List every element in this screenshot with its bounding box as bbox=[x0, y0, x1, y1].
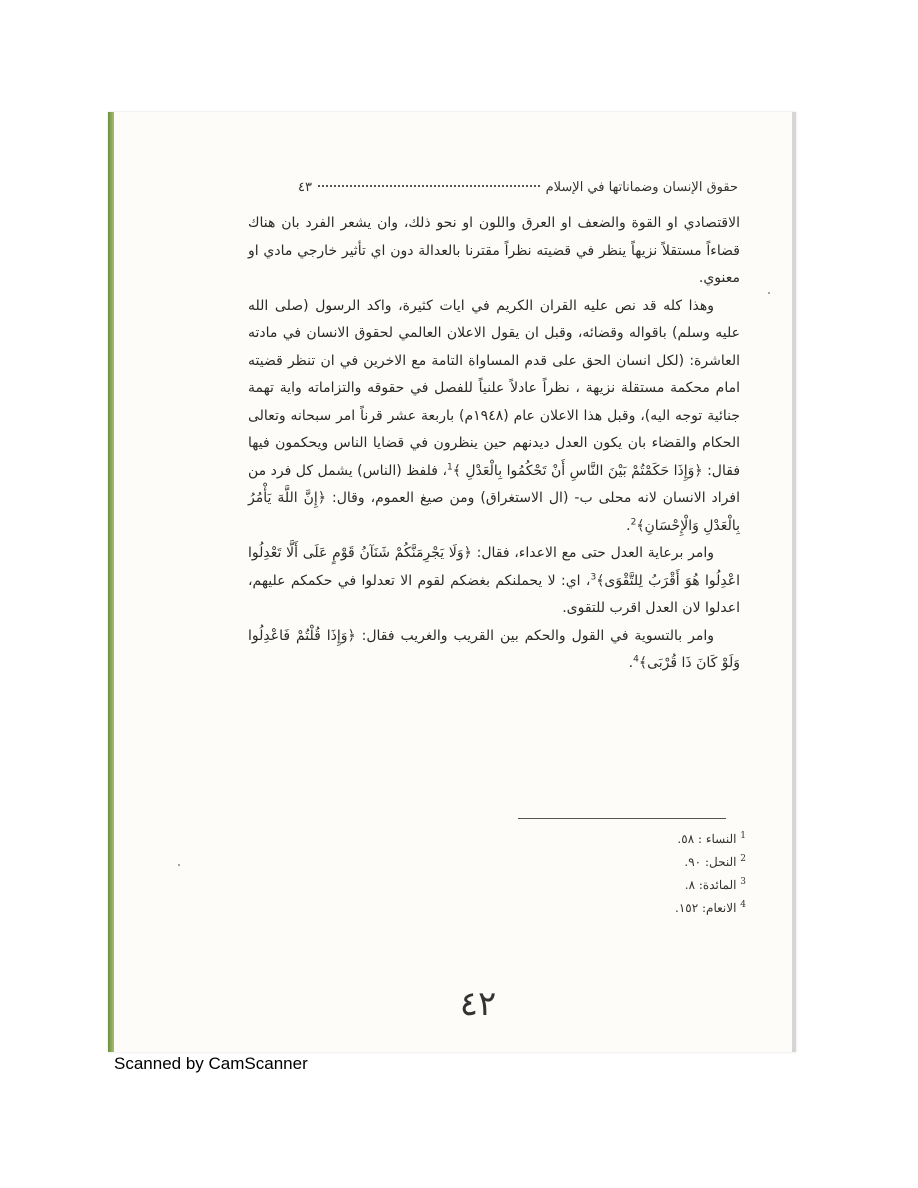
dot-leader bbox=[318, 185, 540, 187]
paragraph-text: . bbox=[626, 517, 631, 534]
scanned-page bbox=[108, 112, 796, 1052]
footnote-separator bbox=[518, 818, 726, 819]
running-title: حقوق الإنسان وضماناتها في الإسلام bbox=[545, 180, 738, 195]
footnote-text: النساء : ٥٨. bbox=[677, 832, 737, 846]
paragraph-text: ، فلفظ (الناس) يشمل كل فرد من افراد الانسان لانه محلى ب- (ال الاستغراق) ومن صيغ العموم، وقال: ﴿إِنَّ اللَّهَ يَأْمُرُ بِالْعَدْلِ وَالْإِحْسَانِ﴾ bbox=[248, 462, 740, 534]
paragraph bbox=[248, 623, 740, 678]
scan-speck bbox=[768, 292, 770, 294]
running-header bbox=[298, 180, 738, 202]
footnote-number: 2 bbox=[740, 854, 746, 864]
footnote-ref: 1 bbox=[446, 461, 453, 472]
footnote-item bbox=[538, 826, 746, 849]
paragraph-text: الاقتصادي او القوة والضعف او العرق واللون او نحو ذلك، وان يشعر الفرد بان هناك قضاءاً مستقلاً نزيهاً ينظر في قضيته نظراً مقترنا بالعدالة دون اي تأثير خارجي مادي او معنوي. bbox=[248, 215, 740, 286]
paragraph-text: وامر برعاية العدل حتى مع الاعداء، فقال: ﴿وَلَا يَجْرِمَنَّكُمْ شَنَآنُ قَوْمٍ عَلَى أَلَّا تَعْدِلُوا اعْدِلُوا هُوَ أَقْرَبُ لِلتَّقْوَى﴾ bbox=[248, 545, 740, 589]
body-text bbox=[248, 210, 740, 678]
paragraph bbox=[248, 293, 740, 541]
page-number: ٤٣ bbox=[298, 180, 312, 195]
paragraph-text: وهذا كله قد نص عليه القران الكريم في ايات كثيرة، واكد الرسول (صلى الله عليه وسلم) باقواله وقضائه، وقبل ان يقول الاعلان العالمي لحقوق الانسان في مادته العاشرة: (لكل انسان الحق على قدم المساواة التامة مع الاخرين في ان تنظر قضيته امام محكمة مستقلة نزيهة ، نظراً عادلاً علنياً للفصل في حقوقه والتزاماته واية تهمة جنائية توجه اليه)، وقبل هذا الاعلان عام (١٩٤٨م) باربعة عشر قرناً امر سبحانه وتعالى الحكام والقضاء بان يكون العدل ديدنهم حين ينظرون في قضايا الناس ويحكمون فيها فقال: ﴿وَإِذَا حَكَمْتُمْ بَيْنَ النَّاسِ أَنْ تَحْكُمُوا بِالْعَدْلِ ﴾ bbox=[248, 297, 741, 479]
paragraph-text: وامر بالتسوية في القول والحكم بين القريب والغريب فقال: ﴿وَإِذَا قُلْتُمْ فَاعْدِلُوا وَلَوْ كَانَ ذَا قُرْبَى﴾ bbox=[248, 627, 740, 671]
paragraph bbox=[248, 540, 740, 623]
paragraph bbox=[248, 210, 740, 293]
scanner-credit: Scanned by CamScanner bbox=[114, 1054, 308, 1073]
handwritten-page-mark: ٤٢ bbox=[459, 984, 497, 1024]
footnote-text: الانعام: ١٥٢. bbox=[675, 901, 737, 915]
footnote-number: 4 bbox=[740, 900, 746, 910]
page-edge bbox=[792, 112, 796, 1052]
footnote-number: 3 bbox=[740, 877, 746, 887]
footnote-item bbox=[538, 872, 746, 895]
scan-speck bbox=[178, 864, 180, 866]
footnote-text: النحل: ٩٠. bbox=[684, 855, 737, 869]
footnotes bbox=[538, 826, 746, 918]
footnote-number: 1 bbox=[740, 831, 746, 841]
paragraph-text: ، اي: لا يحملنكم بغضكم لقوم الا تعدلوا في حكمكم عليهم، اعدلوا لان العدل اقرب للتقوى. bbox=[248, 572, 740, 616]
footnote-ref: 4 bbox=[633, 654, 639, 665]
footnote-ref: 2 bbox=[630, 516, 637, 527]
book-binding-edge bbox=[108, 112, 114, 1052]
footnote-ref: 3 bbox=[590, 571, 597, 582]
paragraph-text: . bbox=[628, 655, 634, 671]
footnote-item bbox=[538, 849, 746, 872]
footnote-text: المائدة: ٨. bbox=[684, 878, 737, 892]
footnote-item bbox=[538, 895, 746, 918]
